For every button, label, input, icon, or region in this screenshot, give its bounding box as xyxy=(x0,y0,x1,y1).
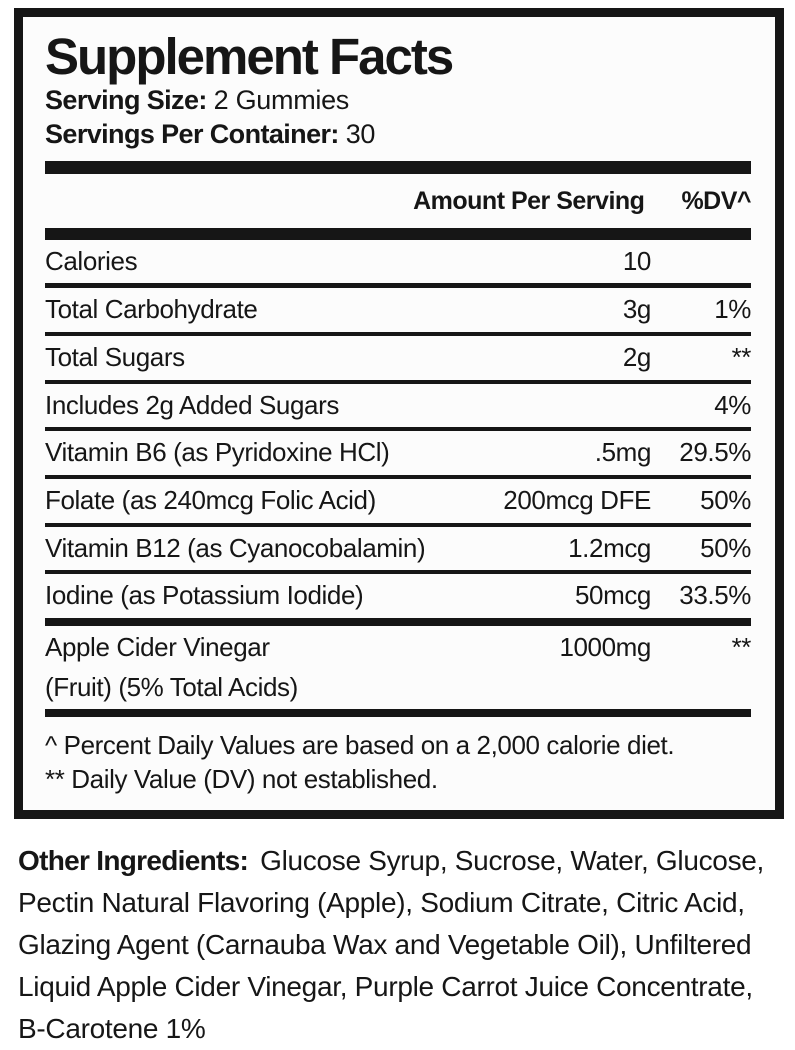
nutrient-amount: .5mg xyxy=(501,429,651,477)
nutrient-amount: 2g xyxy=(501,334,651,382)
nutrient-amount: 200mcg DFE xyxy=(501,477,651,525)
nutrient-dv: 33.5% xyxy=(651,572,751,622)
nutrient-name: Total Sugars xyxy=(45,334,501,382)
nutrition-table xyxy=(45,240,751,718)
serving-size-value: 2 Gummies xyxy=(213,85,350,116)
nutrient-name xyxy=(45,622,501,713)
table-row-total-sugars xyxy=(45,334,751,382)
table-row-added-sugars xyxy=(45,382,751,430)
footnote-percent-daily-values: ^ Percent Daily Values are based on a 2,000 calorie diet. xyxy=(45,730,675,761)
table-row-vitamin-b12 xyxy=(45,525,751,573)
other-ingredients-label: Other Ingredients: xyxy=(18,844,249,876)
nutrient-dv: ** xyxy=(651,334,751,382)
nutrient-dv: 4% xyxy=(651,382,751,430)
nutrient-amount: 1.2mcg xyxy=(501,525,651,573)
amount-per-serving-header: Amount Per Serving xyxy=(413,186,645,215)
divider-bar-under-header xyxy=(45,228,751,240)
divider-bar-top xyxy=(45,161,751,174)
table-row-folate xyxy=(45,477,751,525)
nutrient-dv: 1% xyxy=(651,286,751,334)
percent-dv-header: %DV^ xyxy=(681,186,751,215)
column-header-row xyxy=(45,174,751,228)
other-ingredients-text: Glucose Syrup, Sucrose, Water, Glucose, Pectin Natural Flavoring (Apple), Sodium Citrate, Citric Acid, Glazing Agent (Carnauba Wax and Vegetable Oil), Unfiltered Liquid Apple Cider Vinegar, Purple Carrot Juice Concentrate, B-Carotene 1% xyxy=(18,844,765,1044)
nutrient-amount: 10 xyxy=(622,245,651,276)
panel-title: Supplement Facts xyxy=(45,28,453,85)
nutrient-dv: ** xyxy=(651,622,751,713)
supplement-facts-panel xyxy=(14,8,784,819)
nutrient-dv: 50% xyxy=(651,525,751,573)
servings-per-container-value: 30 xyxy=(345,118,376,149)
nutrient-name: Folate (as 240mcg Folic Acid) xyxy=(45,477,501,525)
nutrient-dv: 29.5% xyxy=(651,429,751,477)
nutrient-name: Calories xyxy=(45,245,138,276)
other-ingredients-section xyxy=(18,840,779,1050)
nutrient-name: Vitamin B6 (as Pyridoxine HCl) xyxy=(45,429,501,477)
nutrient-name: Total Carbohydrate xyxy=(45,286,501,334)
table-row-iodine xyxy=(45,572,751,622)
nutrient-dv xyxy=(651,240,751,286)
table-row-apple-cider-vinegar xyxy=(45,622,751,713)
servings-per-container-row xyxy=(45,118,751,152)
nutrient-name: Iodine (as Potassium Iodide) xyxy=(45,572,501,622)
serving-size-row xyxy=(45,84,751,118)
nutrient-name-line2: (Fruit) (5% Total Acids) xyxy=(45,671,298,702)
footnote-dv-not-established: ** Daily Value (DV) not established. xyxy=(45,764,438,795)
nutrient-name: Vitamin B12 (as Cyanocobalamin) xyxy=(45,525,501,573)
nutrient-name-line1: Apple Cider Vinegar xyxy=(45,631,270,662)
nutrient-name: Includes 2g Added Sugars xyxy=(45,382,651,430)
table-row-calories xyxy=(45,240,751,286)
serving-size-label: Serving Size: xyxy=(45,85,207,116)
table-row-vitamin-b6 xyxy=(45,429,751,477)
nutrient-amount: 1000mg xyxy=(501,622,651,713)
footnotes xyxy=(45,717,751,797)
table-row-total-carbohydrate xyxy=(45,286,751,334)
servings-per-container-label: Servings Per Container: xyxy=(45,118,339,149)
nutrient-amount: 3g xyxy=(501,286,651,334)
nutrient-dv: 50% xyxy=(651,477,751,525)
nutrient-amount: 50mcg xyxy=(501,572,651,622)
